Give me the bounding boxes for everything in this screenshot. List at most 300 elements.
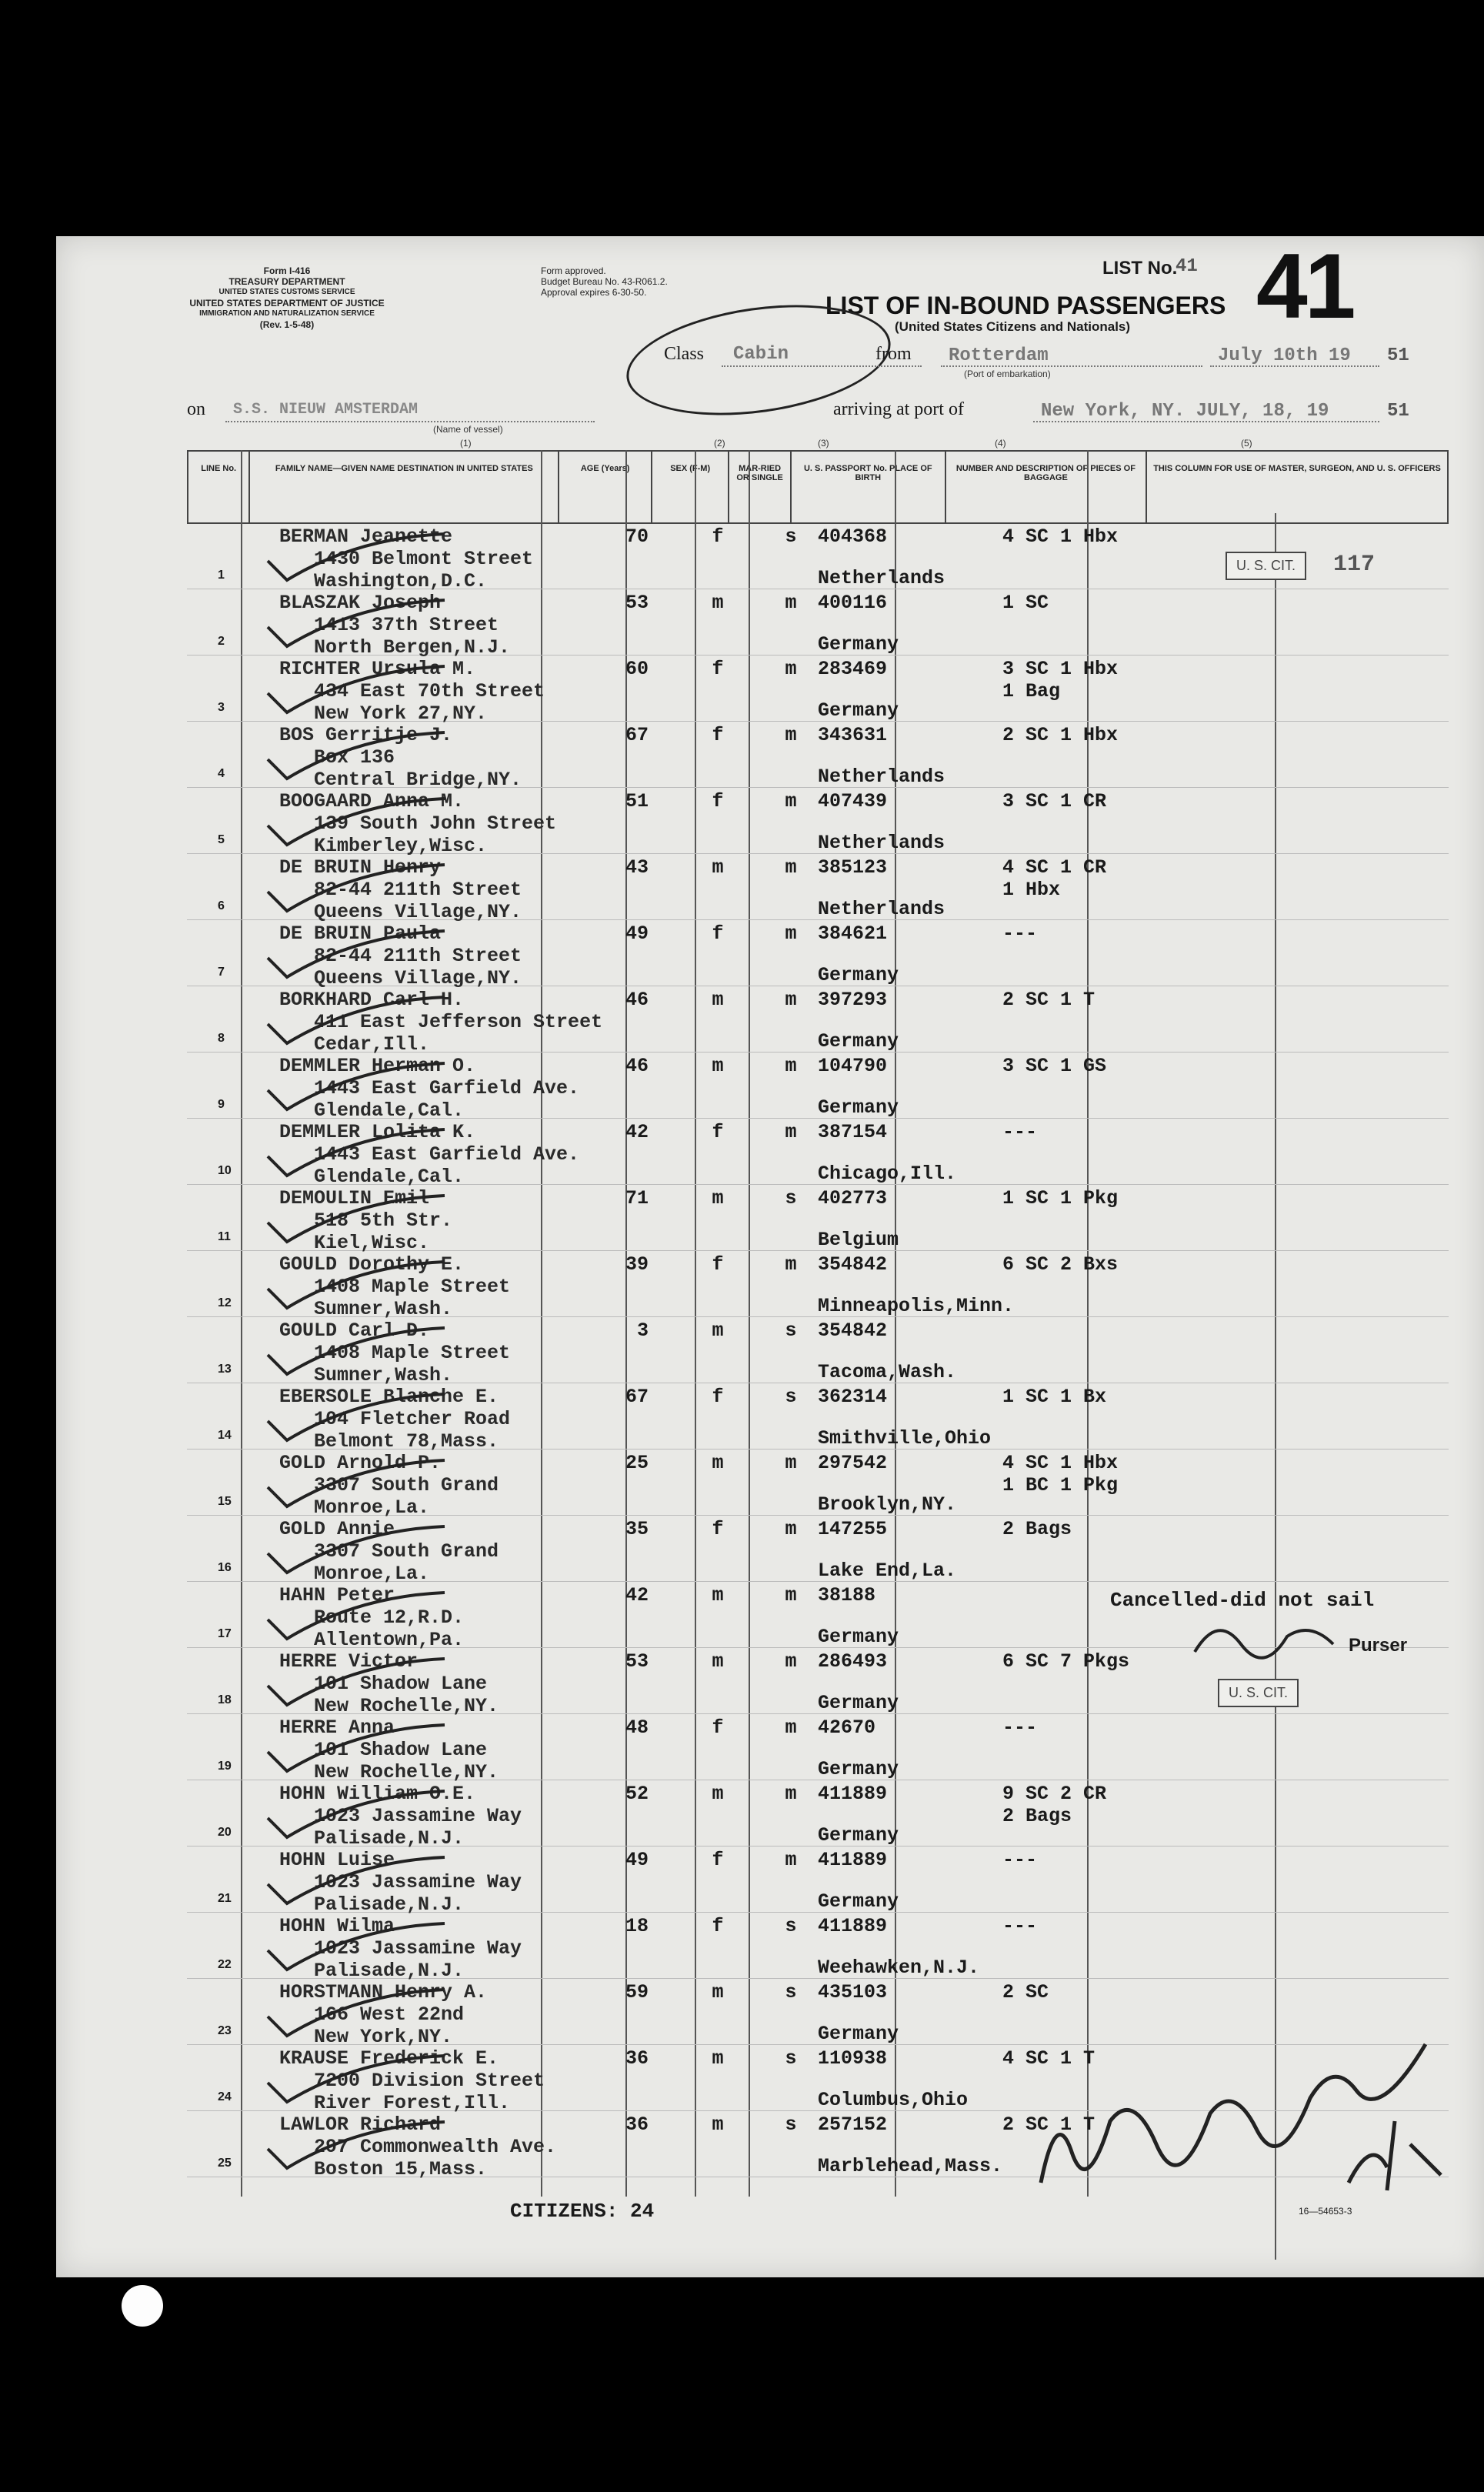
passenger-marital-status: m bbox=[785, 1650, 797, 1673]
col-number-3: (3) bbox=[818, 438, 829, 449]
cancelled-note: Cancelled-did not sail bbox=[1110, 1589, 1375, 1612]
vessel-dotline bbox=[225, 421, 595, 422]
arrival-port-date: New York, NY. JULY, 18, 19 bbox=[1041, 401, 1329, 422]
passenger-name-destination: HERRE Anna 101 Shadow Lane New Rochelle,NY. bbox=[279, 1716, 499, 1783]
passenger-sex: m bbox=[712, 1187, 724, 1209]
passenger-sex: f bbox=[712, 790, 724, 812]
line-number: 22 bbox=[218, 1958, 232, 1971]
check-mark bbox=[264, 530, 449, 584]
handwritten-initials bbox=[1187, 1613, 1341, 1667]
passenger-row bbox=[187, 1846, 1449, 1916]
check-mark bbox=[264, 2118, 449, 2172]
punch-hole bbox=[122, 2285, 163, 2327]
passenger-row bbox=[187, 655, 1449, 725]
passenger-marital-status: m bbox=[785, 1716, 797, 1739]
passenger-name-destination: GOLD Arnold P. 3307 South Grand Monroe,La. bbox=[279, 1452, 499, 1519]
passenger-row bbox=[187, 1780, 1449, 1850]
page-subtitle: (United States Citizens and Nationals) bbox=[895, 319, 1131, 334]
line-number: 1 bbox=[218, 569, 225, 582]
passenger-sex: m bbox=[712, 856, 724, 879]
passenger-name-destination: DE BRUIN Henry 82-44 211th Street Queens Village,NY. bbox=[279, 856, 522, 923]
line-number: 15 bbox=[218, 1495, 232, 1508]
passenger-sex: f bbox=[712, 922, 724, 945]
passenger-marital-status: m bbox=[785, 1849, 797, 1871]
line-number: 6 bbox=[218, 899, 225, 912]
departure-year: 51 bbox=[1387, 345, 1409, 366]
passenger-age: 60 bbox=[625, 658, 649, 680]
passenger-age: 39 bbox=[625, 1253, 649, 1276]
passenger-age: 18 bbox=[625, 1915, 649, 1937]
passenger-row bbox=[187, 1316, 1449, 1386]
place-of-birth: Brooklyn,NY. bbox=[818, 1493, 957, 1516]
passenger-age: 46 bbox=[625, 989, 649, 1011]
passenger-age: 53 bbox=[625, 592, 649, 614]
check-mark bbox=[264, 1986, 449, 2040]
baggage-description: 4 SC 1 CR 1 Hbx bbox=[1002, 856, 1107, 901]
passenger-sex: f bbox=[712, 1253, 724, 1276]
form-print-number: 16—54653-3 bbox=[1299, 2206, 1352, 2217]
manifest-sheet bbox=[56, 236, 1484, 2277]
passenger-row bbox=[187, 1713, 1449, 1783]
passenger-marital-status: m bbox=[785, 1452, 797, 1474]
passenger-marital-status: m bbox=[785, 1055, 797, 1077]
passenger-marital-status: m bbox=[785, 592, 797, 614]
passport-number: 283469 bbox=[818, 658, 888, 680]
line-number: 13 bbox=[218, 1363, 232, 1376]
passport-number: 354842 bbox=[818, 1253, 888, 1276]
list-no-label: LIST No. bbox=[1102, 258, 1178, 279]
place-of-birth: Netherlands bbox=[818, 898, 945, 920]
line-number: 9 bbox=[218, 1098, 225, 1111]
purser-label: Purser bbox=[1349, 1635, 1408, 1656]
passenger-sex: m bbox=[712, 1981, 724, 2003]
passenger-row bbox=[187, 721, 1449, 791]
baggage-description: 4 SC 1 Hbx 1 BC 1 Pkg bbox=[1002, 1452, 1119, 1496]
passenger-row bbox=[187, 1515, 1449, 1585]
line-number: 21 bbox=[218, 1892, 232, 1905]
place-of-birth: Netherlands bbox=[818, 567, 945, 589]
us-citizen-stamp bbox=[1218, 1679, 1299, 1707]
passenger-marital-status: s bbox=[785, 2113, 797, 2136]
check-mark bbox=[264, 1324, 449, 1378]
place-of-birth: Germany bbox=[818, 1030, 899, 1053]
passenger-sex: f bbox=[712, 724, 724, 746]
place-of-birth: Germany bbox=[818, 633, 899, 656]
line-number: 23 bbox=[218, 2024, 232, 2037]
passenger-name-destination: EBERSOLE Blanche E. 104 Fletcher Road Belmont 78,Mass. bbox=[279, 1386, 511, 1453]
passenger-row bbox=[187, 1118, 1449, 1188]
line-number: 10 bbox=[218, 1164, 232, 1177]
place-of-birth: Weehawken,N.J. bbox=[818, 1957, 980, 1979]
stamp-count: 117 bbox=[1333, 552, 1376, 578]
passport-number: 147255 bbox=[818, 1518, 888, 1540]
passenger-name-destination: BLASZAK Joseph 1413 37th Street North Bergen,N.J. bbox=[279, 592, 511, 659]
passport-number: 407439 bbox=[818, 790, 888, 812]
passenger-age: 43 bbox=[625, 856, 649, 879]
list-big-number: 41 bbox=[1256, 235, 1353, 338]
line-number: 18 bbox=[218, 1693, 232, 1706]
passenger-age: 49 bbox=[625, 922, 649, 945]
col-number-4: (4) bbox=[995, 438, 1006, 449]
passenger-name-destination: DE BRUIN Paula 82-44 211th Street Queens Village,NY. bbox=[279, 922, 522, 989]
passenger-sex: f bbox=[712, 525, 724, 548]
list-no-value: 41 bbox=[1176, 256, 1198, 277]
check-mark bbox=[264, 927, 449, 981]
check-mark bbox=[264, 662, 449, 716]
passenger-age: 36 bbox=[625, 2113, 649, 2136]
page-title: LIST OF IN-BOUND PASSENGERS bbox=[825, 292, 1226, 319]
line-number: 2 bbox=[218, 635, 225, 648]
passenger-age: 36 bbox=[625, 2047, 649, 2070]
passenger-sex: m bbox=[712, 989, 724, 1011]
baggage-description: --- bbox=[1002, 1849, 1038, 1871]
passport-number: 343631 bbox=[818, 724, 888, 746]
passenger-sex: m bbox=[712, 1055, 724, 1077]
place-of-birth: Belgium bbox=[818, 1229, 899, 1251]
passenger-marital-status: m bbox=[785, 1584, 797, 1606]
from-label: from bbox=[875, 344, 912, 364]
passenger-sex: f bbox=[712, 1716, 724, 1739]
passport-number: 411889 bbox=[818, 1915, 888, 1937]
passport-number: 402773 bbox=[818, 1187, 888, 1209]
baggage-description: 2 SC 1 T bbox=[1002, 989, 1095, 1011]
stamp-text: U. S. CIT. bbox=[1229, 1685, 1289, 1700]
passenger-age: 25 bbox=[625, 1452, 649, 1474]
check-mark bbox=[264, 1126, 449, 1179]
passenger-age: 51 bbox=[625, 790, 649, 812]
baggage-description: --- bbox=[1002, 1716, 1038, 1739]
passport-number: 354842 bbox=[818, 1319, 888, 1342]
revision: (Rev. 1-5-48) bbox=[259, 319, 315, 330]
passenger-name-destination: BORKHARD Carl H. 411 East Jefferson Street Cedar,Ill. bbox=[279, 989, 603, 1056]
check-mark bbox=[264, 1192, 449, 1246]
class-value: Cabin bbox=[733, 344, 789, 365]
passenger-marital-status: m bbox=[785, 790, 797, 812]
check-mark bbox=[264, 861, 449, 915]
passport-number: 362314 bbox=[818, 1386, 888, 1408]
place-of-birth: Germany bbox=[818, 964, 899, 986]
passenger-marital-status: m bbox=[785, 1121, 797, 1143]
passenger-name-destination: DEMOULIN Emil 518 5th Str. Kiel,Wisc. bbox=[279, 1187, 453, 1254]
place-of-birth: Minneapolis,Minn. bbox=[818, 1295, 1015, 1317]
place-of-birth: Germany bbox=[818, 1824, 899, 1846]
header-name: FAMILY NAME—GIVEN NAME DESTINATION IN UNITED STATES bbox=[249, 451, 559, 523]
line-number: 11 bbox=[218, 1230, 231, 1243]
passenger-sex: m bbox=[712, 1319, 724, 1342]
passenger-sex: m bbox=[712, 1452, 724, 1474]
passenger-row bbox=[187, 787, 1449, 857]
passenger-name-destination: GOULD Carl D. 1408 Maple Street Sumner,Wash. bbox=[279, 1319, 511, 1386]
check-mark bbox=[264, 1390, 449, 1444]
passport-number: 110938 bbox=[818, 2047, 888, 2070]
place-of-birth: Germany bbox=[818, 2023, 899, 2045]
passport-number: 404368 bbox=[818, 525, 888, 548]
line-number: 24 bbox=[218, 2090, 232, 2103]
passport-number: 397293 bbox=[818, 989, 888, 1011]
issuing-departments bbox=[172, 265, 402, 330]
baggage-description: 3 SC 1 CR bbox=[1002, 790, 1107, 812]
line-number: 4 bbox=[218, 767, 225, 780]
passenger-row bbox=[187, 986, 1449, 1056]
on-label: on bbox=[187, 399, 205, 419]
line-number: 19 bbox=[218, 1760, 232, 1773]
header-officers: THIS COLUMN FOR USE OF MASTER, SURGEON, AND U. S. OFFICERS bbox=[1146, 451, 1448, 523]
passenger-name-destination: KRAUSE Frederick E. 7200 Division Street River Forest,Ill. bbox=[279, 2047, 545, 2114]
place-of-birth: Germany bbox=[818, 1626, 899, 1648]
passport-number: 387154 bbox=[818, 1121, 888, 1143]
passenger-sex: f bbox=[712, 1518, 724, 1540]
baggage-description: --- bbox=[1002, 1915, 1038, 1937]
passport-number: 42670 bbox=[818, 1716, 876, 1739]
col-number-5: (5) bbox=[1241, 438, 1252, 449]
passenger-marital-status: m bbox=[785, 922, 797, 945]
passenger-marital-status: m bbox=[785, 856, 797, 879]
baggage-description: 3 SC 1 Hbx 1 Bag bbox=[1002, 658, 1119, 702]
passenger-age: 48 bbox=[625, 1716, 649, 1739]
passenger-name-destination: HAHN Peter Route 12,R.D. Allentown,Pa. bbox=[279, 1584, 465, 1651]
check-mark bbox=[264, 1721, 449, 1775]
passenger-row bbox=[187, 1250, 1449, 1320]
approval-line: Budget Bureau No. 43-R061.2. bbox=[541, 276, 668, 287]
citizens-total: CITIZENS: 24 bbox=[510, 2200, 655, 2223]
passenger-age: 53 bbox=[625, 1650, 649, 1673]
baggage-description: 1 SC bbox=[1002, 592, 1049, 614]
baggage-description: 3 SC 1 GS bbox=[1002, 1055, 1107, 1077]
passenger-row bbox=[187, 1052, 1449, 1122]
passenger-name-destination: DEMMLER Herman O. 1443 East Garfield Ave. Glendale,Cal. bbox=[279, 1055, 580, 1122]
passenger-marital-status: s bbox=[785, 1915, 797, 1937]
baggage-description: 6 SC 2 Bxs bbox=[1002, 1253, 1119, 1276]
approval-line: Approval expires 6-30-50. bbox=[541, 287, 647, 298]
passenger-row bbox=[187, 1912, 1449, 1982]
passenger-sex: m bbox=[712, 1584, 724, 1606]
place-of-birth: Germany bbox=[818, 1692, 899, 1714]
baggage-description: 6 SC 7 Pkgs bbox=[1002, 1650, 1130, 1673]
passenger-age: 71 bbox=[625, 1187, 649, 1209]
header-line: LINE No. bbox=[188, 451, 249, 523]
passport-number: 286493 bbox=[818, 1650, 888, 1673]
line-number: 16 bbox=[218, 1561, 232, 1574]
place-of-birth: Tacoma,Wash. bbox=[818, 1361, 957, 1383]
arriving-label: arriving at port of bbox=[833, 399, 964, 419]
class-label: Class bbox=[664, 344, 705, 364]
place-of-birth: Smithville,Ohio bbox=[818, 1427, 992, 1449]
passenger-age: 70 bbox=[625, 525, 649, 548]
check-mark bbox=[264, 1920, 449, 1973]
passenger-name-destination: BOOGAARD Anna M. 139 South John Street Kimberley,Wisc. bbox=[279, 790, 557, 857]
line-number: 25 bbox=[218, 2157, 232, 2170]
from-dotline bbox=[941, 365, 1202, 367]
passport-number: 104790 bbox=[818, 1055, 888, 1077]
check-mark bbox=[264, 1787, 449, 1841]
passenger-sex: f bbox=[712, 1849, 724, 1871]
form-number: Form I-416 bbox=[263, 265, 311, 276]
header-sex: SEX (F-M) bbox=[652, 451, 729, 523]
baggage-description: 2 SC bbox=[1002, 1981, 1049, 2003]
baggage-description: 2 SC 1 T bbox=[1002, 2113, 1095, 2136]
place-of-birth: Germany bbox=[818, 699, 899, 722]
passenger-marital-status: s bbox=[785, 525, 797, 548]
passenger-marital-status: m bbox=[785, 1783, 797, 1805]
baggage-description: 9 SC 2 CR 2 Bags bbox=[1002, 1783, 1107, 1827]
passenger-row bbox=[187, 1449, 1449, 1519]
passenger-name-destination: HOHN William O.E. 1023 Jassamine Way Palisade,N.J. bbox=[279, 1783, 522, 1850]
passenger-row bbox=[187, 853, 1449, 923]
place-of-birth: Columbus,Ohio bbox=[818, 2089, 969, 2111]
passenger-sex: f bbox=[712, 658, 724, 680]
passenger-marital-status: s bbox=[785, 1187, 797, 1209]
passenger-sex: f bbox=[712, 1915, 724, 1937]
passenger-sex: m bbox=[712, 2047, 724, 2070]
passenger-sex: m bbox=[712, 592, 724, 614]
line-number: 8 bbox=[218, 1032, 225, 1045]
line-number: 20 bbox=[218, 1826, 232, 1839]
departure-date: July 10th 19 bbox=[1218, 345, 1351, 366]
us-citizen-stamp bbox=[1226, 552, 1306, 580]
line-number: 14 bbox=[218, 1429, 232, 1442]
passenger-name-destination: HERRE Victor 101 Shadow Lane New Rochelle,NY. bbox=[279, 1650, 499, 1717]
stamp-text: U. S. CIT. bbox=[1236, 558, 1296, 573]
header-baggage: NUMBER AND DESCRIPTION OF PIECES OF BAGGAGE bbox=[945, 451, 1146, 523]
col-number-2: (2) bbox=[714, 438, 725, 449]
passenger-sex: m bbox=[712, 1650, 724, 1673]
header-passport: U. S. PASSPORT No. PLACE OF BIRTH bbox=[791, 451, 945, 523]
passport-number: 411889 bbox=[818, 1783, 888, 1805]
passport-number: 384621 bbox=[818, 922, 888, 945]
baggage-description: 4 SC 1 Hbx bbox=[1002, 525, 1119, 548]
customs-service: UNITED STATES CUSTOMS SERVICE bbox=[218, 288, 355, 296]
port-embarkation-label: (Port of embarkation) bbox=[964, 369, 1051, 379]
treasury-dept: TREASURY DEPARTMENT bbox=[228, 276, 345, 287]
place-of-birth: Netherlands bbox=[818, 832, 945, 854]
passenger-row bbox=[187, 589, 1449, 659]
passenger-name-destination: BERMAN Jeanette 1430 Belmont Street Washington,D.C. bbox=[279, 525, 534, 592]
approval-line: Form approved. bbox=[541, 265, 606, 276]
passenger-name-destination: HOHN Luise 1023 Jassamine Way Palisade,N.J. bbox=[279, 1849, 522, 1916]
place-of-birth: Lake End,La. bbox=[818, 1560, 957, 1582]
arrival-dotline bbox=[1033, 421, 1379, 422]
justice-dept: UNITED STATES DEPARTMENT OF JUSTICE bbox=[189, 298, 385, 309]
vessel-name-label: (Name of vessel) bbox=[433, 424, 503, 435]
passport-number: 385123 bbox=[818, 856, 888, 879]
check-mark bbox=[264, 1059, 449, 1113]
baggage-description: --- bbox=[1002, 1121, 1038, 1143]
baggage-description: 2 SC 1 Hbx bbox=[1002, 724, 1119, 746]
passport-number: 411889 bbox=[818, 1849, 888, 1871]
line-number: 5 bbox=[218, 833, 225, 846]
passport-number: 38188 bbox=[818, 1584, 876, 1606]
check-mark bbox=[264, 1853, 449, 1907]
check-mark bbox=[264, 1655, 449, 1709]
passenger-age: 3 bbox=[636, 1319, 649, 1342]
line-number: 17 bbox=[218, 1627, 232, 1640]
passenger-name-destination: BOS Gerritje J. Box 136 Central Bridge,NY. bbox=[279, 724, 522, 791]
approval-block bbox=[541, 265, 718, 298]
check-mark bbox=[264, 1589, 449, 1643]
header-married: MAR-RIED OR SINGLE bbox=[729, 451, 790, 523]
passenger-marital-status: m bbox=[785, 1518, 797, 1540]
header-age: AGE (Years) bbox=[559, 451, 652, 523]
passenger-name-destination: LAWLOR Richard 297 Commonwealth Ave. Boston 15,Mass. bbox=[279, 2113, 557, 2180]
passenger-marital-status: m bbox=[785, 724, 797, 746]
passenger-age: 46 bbox=[625, 1055, 649, 1077]
arrival-year: 51 bbox=[1387, 401, 1409, 422]
baggage-description: 1 SC 1 Bx bbox=[1002, 1386, 1107, 1408]
passenger-marital-status: m bbox=[785, 1253, 797, 1276]
passenger-name-destination: HOHN Wilma 1023 Jassamine Way Palisade,N.J. bbox=[279, 1915, 522, 1982]
baggage-description: --- bbox=[1002, 922, 1038, 945]
check-mark bbox=[264, 729, 449, 782]
passenger-marital-status: s bbox=[785, 2047, 797, 2070]
place-of-birth: Germany bbox=[818, 1096, 899, 1119]
passport-number: 435103 bbox=[818, 1981, 888, 2003]
place-of-birth: Marblehead,Mass. bbox=[818, 2155, 1003, 2177]
check-mark bbox=[264, 993, 449, 1047]
check-mark bbox=[264, 2052, 449, 2106]
passenger-sex: m bbox=[712, 1783, 724, 1805]
col-number-1: (1) bbox=[460, 438, 472, 449]
passenger-marital-status: s bbox=[785, 1386, 797, 1408]
line-number: 3 bbox=[218, 701, 225, 714]
passenger-age: 49 bbox=[625, 1849, 649, 1871]
handwritten-signature bbox=[1025, 2029, 1456, 2206]
passport-number: 297542 bbox=[818, 1452, 888, 1474]
passenger-name-destination: DEMMLER Lolita K. 1443 East Garfield Ave. Glendale,Cal. bbox=[279, 1121, 580, 1188]
passenger-name-destination: RICHTER Ursula M. 434 East 70th Street New York 27,NY. bbox=[279, 658, 545, 725]
manifest-header-table bbox=[187, 450, 1449, 524]
from-value: Rotterdam bbox=[949, 345, 1049, 366]
passenger-sex: f bbox=[712, 1386, 724, 1408]
passport-number: 257152 bbox=[818, 2113, 888, 2136]
passenger-row bbox=[187, 919, 1449, 989]
passenger-age: 67 bbox=[625, 1386, 649, 1408]
passenger-age: 42 bbox=[625, 1584, 649, 1606]
check-mark bbox=[264, 1456, 449, 1510]
place-of-birth: Germany bbox=[818, 1758, 899, 1780]
passenger-marital-status: m bbox=[785, 658, 797, 680]
passenger-age: 35 bbox=[625, 1518, 649, 1540]
class-dotline bbox=[722, 365, 922, 367]
passenger-name-destination: HORSTMANN Henry A. 166 West 22nd New York,NY. bbox=[279, 1981, 488, 2048]
passenger-name-destination: GOLD Annie 3307 South Grand Monroe,La. bbox=[279, 1518, 499, 1585]
passenger-sex: m bbox=[712, 2113, 724, 2136]
place-of-birth: Netherlands bbox=[818, 766, 945, 788]
passenger-age: 67 bbox=[625, 724, 649, 746]
passport-number: 400116 bbox=[818, 592, 888, 614]
baggage-description: 1 SC 1 Pkg bbox=[1002, 1187, 1119, 1209]
passenger-marital-status: m bbox=[785, 989, 797, 1011]
passenger-age: 59 bbox=[625, 1981, 649, 2003]
check-mark bbox=[264, 795, 449, 849]
place-of-birth: Germany bbox=[818, 1890, 899, 1913]
ins-service: IMMIGRATION AND NATURALIZATION SERVICE bbox=[199, 309, 375, 318]
baggage-description: 2 Bags bbox=[1002, 1518, 1072, 1540]
line-number: 7 bbox=[218, 966, 225, 979]
passenger-age: 52 bbox=[625, 1783, 649, 1805]
passenger-row bbox=[187, 1184, 1449, 1254]
date-dotline bbox=[1210, 365, 1379, 367]
passenger-name-destination: GOULD Dorothy E. 1408 Maple Street Sumner,Wash. bbox=[279, 1253, 511, 1320]
baggage-description: 4 SC 1 T bbox=[1002, 2047, 1095, 2070]
passenger-age: 42 bbox=[625, 1121, 649, 1143]
check-mark bbox=[264, 1258, 449, 1312]
passenger-sex: f bbox=[712, 1121, 724, 1143]
passenger-marital-status: s bbox=[785, 1319, 797, 1342]
passenger-marital-status: s bbox=[785, 1981, 797, 2003]
check-mark bbox=[264, 1523, 449, 1576]
check-mark bbox=[264, 596, 449, 650]
place-of-birth: Chicago,Ill. bbox=[818, 1163, 957, 1185]
